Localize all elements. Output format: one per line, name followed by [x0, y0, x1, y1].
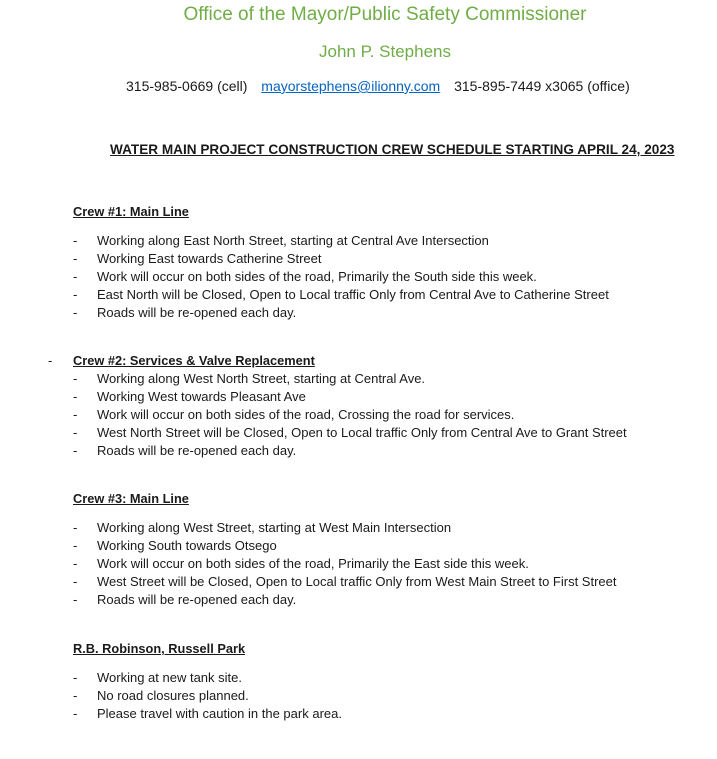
list-item: - Please travel with caution in the park area. [73, 706, 342, 721]
list-item: - Working along West North Street, starting at Central Ave. [73, 371, 426, 386]
list-item: - Working East towards Catherine Street [73, 251, 322, 266]
cell-phone: 315-985-0669 (cell) [126, 78, 248, 94]
list-item: - West North Street will be Closed, Open to Local traffic Only from Central Ave to Grant Street [73, 425, 627, 440]
office-phone: 315-895-7449 x3065 (office) [454, 78, 630, 94]
list-item: - Working South towards Otsego [73, 538, 277, 553]
email-link[interactable]: mayorstephens@ilionny.com [261, 78, 441, 94]
list-item: - Working West towards Pleasant Ave [73, 389, 306, 404]
mayor-name: John P. Stephens [318, 42, 451, 61]
list-item: - Working along East North Street, starting at Central Ave Intersection [73, 233, 489, 248]
list-item: - Roads will be re-opened each day. [73, 305, 297, 320]
list-item: - Roads will be re-opened each day. [73, 592, 297, 607]
list-item: - Work will occur on both sides of the road, Primarily the South side this week. [73, 269, 537, 284]
office-title: Office of the Mayor/Public Safety Commissioner [183, 4, 587, 25]
list-item: - Working along West Street, starting at West Main Intersection [73, 520, 452, 535]
list-item: - No road closures planned. [73, 688, 249, 703]
list-item: - East North will be Closed, Open to Local traffic Only from Central Ave to Catherine Street [73, 287, 609, 302]
park-heading: R.B. Robinson, Russell Park [73, 641, 246, 656]
crew-2-heading: Crew #2: Services & Valve Replacement [73, 353, 315, 368]
list-item: - West Street will be Closed, Open to Local traffic Only from West Main Street to First Street [73, 574, 617, 589]
crew-1-heading: Crew #1: Main Line [73, 204, 189, 219]
heading-dash: - [48, 353, 53, 368]
crew-3-heading: Crew #3: Main Line [73, 491, 189, 506]
list-item: - Working at new tank site. [73, 670, 242, 685]
schedule-title: WATER MAIN PROJECT CONSTRUCTION CREW SCHEDULE STARTING APRIL 24, 2023 [110, 142, 675, 157]
list-item: - Roads will be re-opened each day. [73, 443, 297, 458]
list-item: - Work will occur on both sides of the road, Primarily the East side this week. [73, 556, 529, 571]
contact-line [126, 78, 630, 94]
list-item: - Work will occur on both sides of the road, Crossing the road for services. [73, 407, 515, 422]
